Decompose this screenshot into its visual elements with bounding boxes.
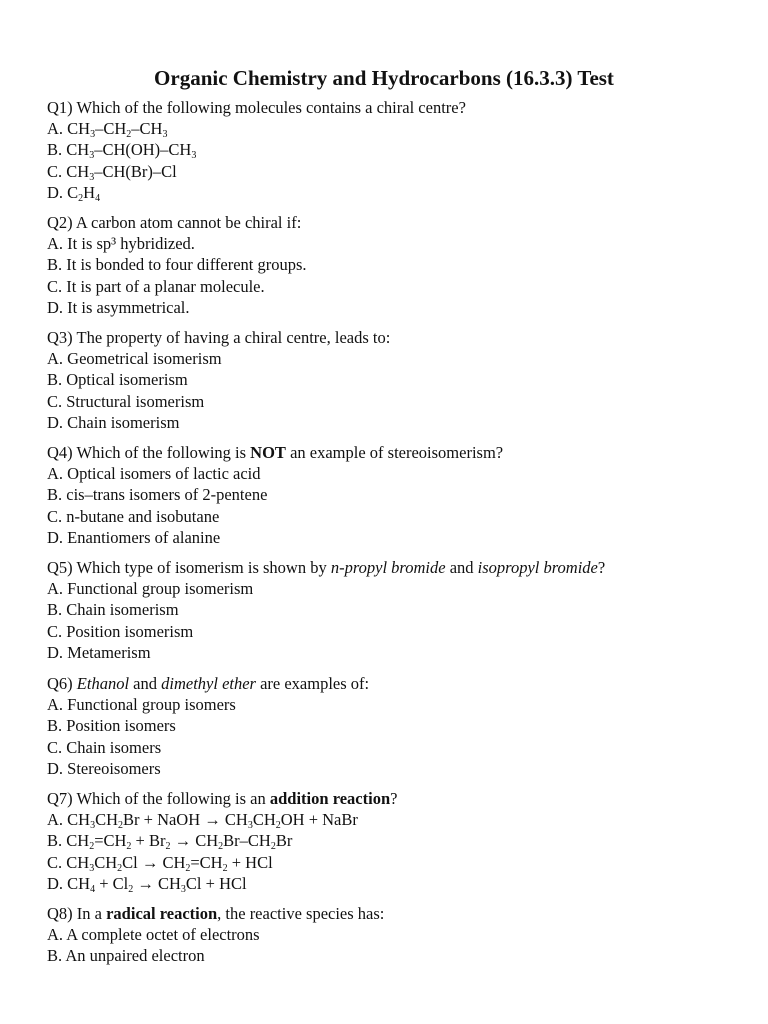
- question-5-option-a: A. Functional group isomerism: [47, 579, 254, 599]
- question-5-option-c: C. Position isomerism: [47, 621, 194, 641]
- question-2-stem: Q2) A carbon atom cannot be chiral if:: [47, 213, 302, 232]
- question-8-stem: Q8) In a radical reaction, the reactive species has:: [47, 904, 385, 923]
- question-8: [47, 903, 747, 967]
- question-6-option-a: A. Functional group isomers: [47, 695, 236, 715]
- question-6-option-c: C. Chain isomers: [47, 737, 162, 757]
- question-5-stem: Q5) Which type of isomerism is shown by n-propyl bromide and isopropyl bromide?: [47, 558, 606, 577]
- question-5: [47, 557, 747, 663]
- question-4-option-a: A. Optical isomers of lactic acid: [47, 464, 261, 484]
- question-3-stem: Q3) The property of having a chiral centre, leads to:: [47, 328, 391, 347]
- question-1-stem: Q1) Which of the following molecules contains a chiral centre?: [47, 98, 466, 117]
- question-2-option-b: B. It is bonded to four different groups.: [47, 255, 307, 275]
- question-7-option-a: A. $CH_3CH_2Br$ + NaOH → $CH_3CH_2OH$ + NaBr: [47, 810, 358, 832]
- question-4: [47, 442, 747, 548]
- question-4-option-d: D. Enantiomers of alanine: [47, 527, 221, 547]
- question-7: [47, 788, 747, 894]
- question-1-option-c: C. $CH_3-CH(Br)-Cl$: [47, 161, 177, 183]
- question-4-option-c: C. n-butane and isobutane: [47, 506, 220, 526]
- question-6-stem: Q6) Ethanol and dimethyl ether are examples of:: [47, 674, 370, 693]
- question-1-option-a: A. $CH_3-CH_2-CH_3$: [47, 119, 168, 141]
- question-6-option-d: D. Stereoisomers: [47, 758, 161, 778]
- question-3: [47, 327, 747, 433]
- question-3-option-d: D. Chain isomerism: [47, 412, 180, 432]
- question-3-option-b: B. Optical isomerism: [47, 370, 188, 390]
- question-2-option-c: C. It is part of a planar molecule.: [47, 276, 265, 296]
- question-1-option-d: D. $C_2H_4$: [47, 182, 101, 204]
- question-7-option-d: D. $CH_4 + Cl_2 \to CH_3Cl$ + HCl: [47, 873, 247, 895]
- question-6-option-b: B. Position isomers: [47, 716, 176, 736]
- question-7-option-b: B. $CH_2=CH_2 + Br_2 \to CH_2Br-CH_2Br$: [47, 831, 293, 853]
- question-5-option-b: B. Chain isomerism: [47, 600, 179, 620]
- question-3-option-a: A. Geometrical isomerism: [47, 349, 222, 369]
- question-2-option-d: D. It is asymmetrical.: [47, 297, 190, 317]
- question-8-option-a: A. A complete octet of electrons: [47, 925, 260, 945]
- page-title: Organic Chemistry and Hydrocarbons (16.3.3) Test: [154, 66, 614, 90]
- question-1: [47, 97, 747, 203]
- question-3-option-c: C. Structural isomerism: [47, 391, 205, 411]
- question-7-option-c: C. $CH_3CH_2Cl \to CH_2=CH_2$ + HCl: [47, 852, 273, 874]
- question-6: [47, 673, 747, 779]
- question-2-option-a: A. It is sp³ hybridized.: [47, 234, 195, 254]
- question-4-stem: Q4) Which of the following is NOT an example of stereoisomerism?: [47, 443, 504, 462]
- question-7-stem: Q7) Which of the following is an addition reaction?: [47, 789, 398, 808]
- question-2: [47, 212, 747, 318]
- question-4-option-b: B. cis–trans isomers of 2-pentene: [47, 485, 268, 505]
- question-1-option-b: B. $CH_3-CH(OH)-CH_3$: [47, 140, 197, 162]
- question-5-option-d: D. Metamerism: [47, 642, 151, 662]
- question-8-option-b: B. An unpaired electron: [47, 946, 205, 966]
